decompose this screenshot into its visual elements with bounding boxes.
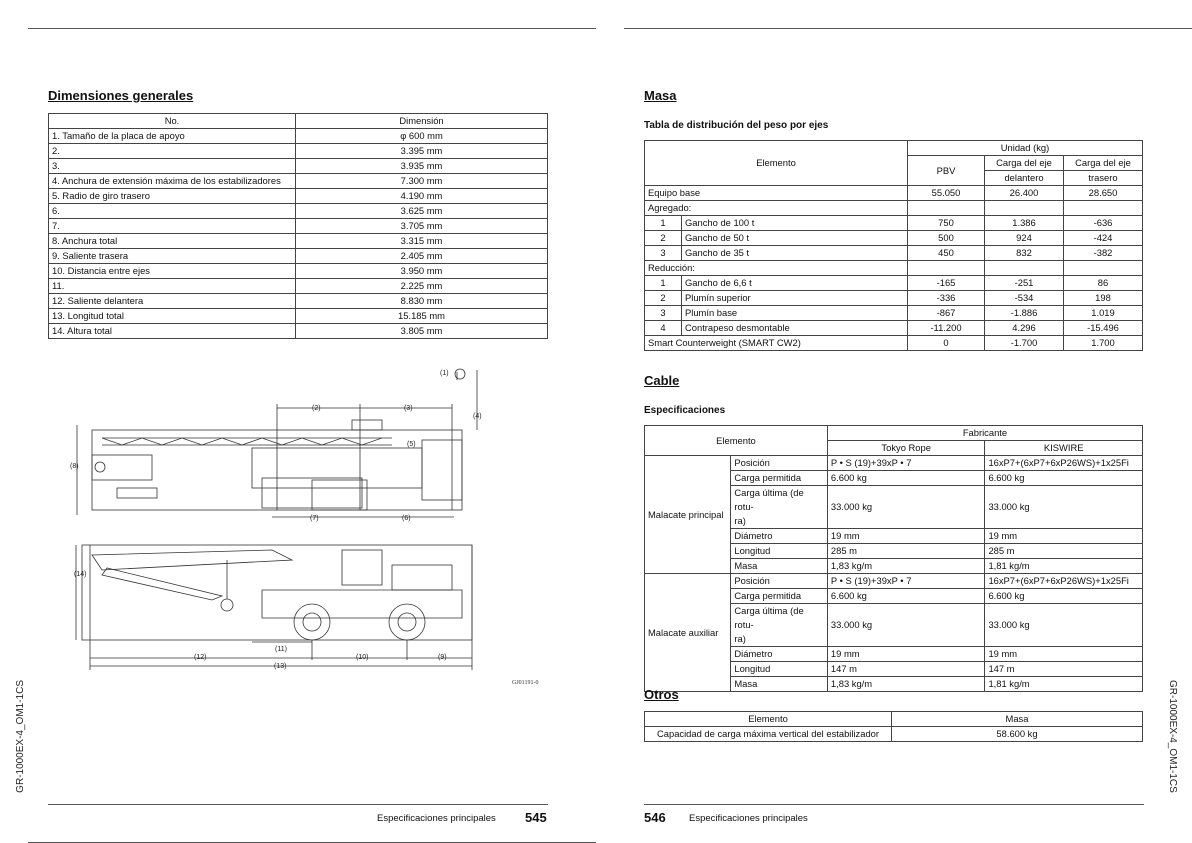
cell-label-line2: ra)	[734, 515, 746, 526]
drawing-code: GJ01191-0	[512, 680, 539, 686]
cell-tokyo-rope: 147 m	[827, 662, 985, 677]
table-row	[49, 144, 548, 159]
cell-rear: -15.496	[1064, 321, 1143, 336]
table-row	[645, 276, 1143, 291]
col-header-rear-1: Carga del eje	[1064, 156, 1143, 171]
dim-label-11: (11)	[275, 646, 287, 653]
crane-dimension-drawing	[62, 360, 502, 675]
cell-no: 1. Tamaño de la placa de apoyo	[49, 129, 296, 144]
cell-label: Equipo base	[645, 186, 908, 201]
cable-spec-table	[644, 425, 1143, 692]
cell-no: 8. Anchura total	[49, 234, 296, 249]
col-header-front-2: delantero	[985, 171, 1064, 186]
cell-pbv: -867	[908, 306, 985, 321]
cell-index: 3	[645, 306, 682, 321]
col-header-masa: Masa	[892, 712, 1143, 727]
col-header-rear-2: trasero	[1064, 171, 1143, 186]
cell-kiswire: 19 mm	[985, 529, 1143, 544]
cell-label: Longitud	[731, 544, 828, 559]
table-row-smart-counterweight	[645, 336, 1143, 351]
footer-rule	[644, 804, 1144, 805]
cell-kiswire: 19 mm	[985, 647, 1143, 662]
cell-tokyo-rope: 6.600 kg	[827, 589, 985, 604]
cell-dimension: 7.300 mm	[296, 174, 548, 189]
cell-label: Smart Counterweight (SMART CW2)	[645, 336, 908, 351]
table-row	[645, 231, 1143, 246]
cell-tokyo-rope: 33.000 kg	[827, 486, 985, 529]
cell-label: Gancho de 100 t	[682, 216, 908, 231]
cell-rear: 28.650	[1064, 186, 1143, 201]
col-header-front-1: Carga del eje	[985, 156, 1064, 171]
cell-tokyo-rope: P • S (19)+39xP • 7	[827, 456, 985, 471]
cell-rear: -636	[1064, 216, 1143, 231]
cell-no: 9. Saliente trasera	[49, 249, 296, 264]
col-header-fabricante: Fabricante	[827, 426, 1142, 441]
cell-index: 1	[645, 276, 682, 291]
cell-kiswire: 6.600 kg	[985, 471, 1143, 486]
section-row-reduccion	[645, 261, 1143, 276]
cell-tokyo-rope: 19 mm	[827, 529, 985, 544]
cell-label: Contrapeso desmontable	[682, 321, 908, 336]
table-row-equipo-base	[645, 186, 1143, 201]
table-header-row	[49, 114, 548, 129]
table-row	[645, 306, 1143, 321]
dim-label-6: (6)	[402, 515, 411, 522]
cell-no: 2.	[49, 144, 296, 159]
cell-tokyo-rope: 19 mm	[827, 647, 985, 662]
cell-no: 13. Longitud total	[49, 309, 296, 324]
table-row	[49, 159, 548, 174]
cell-kiswire: 1,81 kg/m	[985, 559, 1143, 574]
col-header-dimension: Dimensión	[296, 114, 548, 129]
dim-label-10: (10)	[356, 654, 369, 661]
cell-pbv: -11.200	[908, 321, 985, 336]
col-header-kiswire: KISWIRE	[985, 441, 1143, 456]
cell-label: Plumín superior	[682, 291, 908, 306]
dim-label-4: (4)	[473, 413, 482, 420]
cell-dimension: 2.405 mm	[296, 249, 548, 264]
cell-no: 5. Radio de giro trasero	[49, 189, 296, 204]
weight-distribution-table	[644, 140, 1143, 351]
cell-kiswire: 33.000 kg	[985, 486, 1143, 529]
cell-kiswire: 16xP7+(6xP7+6xP26WS)+1x25Fi	[985, 574, 1143, 589]
cell-label: Posición	[731, 574, 828, 589]
cell-dimension: 8.830 mm	[296, 294, 548, 309]
cell-front: -251	[985, 276, 1064, 291]
cell-front: 4.296	[985, 321, 1064, 336]
cell-tokyo-rope: P • S (19)+39xP • 7	[827, 574, 985, 589]
table-row	[49, 219, 548, 234]
dim-label-3: (3)	[404, 405, 413, 412]
table-row	[49, 294, 548, 309]
cell-dimension: 3.805 mm	[296, 324, 548, 339]
cell-dimension: 3.935 mm	[296, 159, 548, 174]
footer-rule	[48, 804, 548, 805]
cell-no: 12. Saliente delantera	[49, 294, 296, 309]
cell-rear: 1.019	[1064, 306, 1143, 321]
table-row	[645, 291, 1143, 306]
cell-no: 11.	[49, 279, 296, 294]
cell-dimension: 15.185 mm	[296, 309, 548, 324]
dim-label-5: (5)	[407, 441, 416, 448]
page-number: 546	[644, 810, 666, 825]
cell-dimension: φ 600 mm	[296, 129, 548, 144]
top-rule	[28, 28, 596, 29]
table-row	[49, 279, 548, 294]
footer-text: Especificaciones principales	[377, 813, 496, 824]
cell-pbv: 55.050	[908, 186, 985, 201]
cell-front: -1.886	[985, 306, 1064, 321]
cell-no: 6.	[49, 204, 296, 219]
cell-tokyo-rope: 285 m	[827, 544, 985, 559]
table-row	[645, 216, 1143, 231]
section-title-masa: Masa	[644, 88, 677, 103]
table-row	[645, 456, 1143, 471]
cell-index: 2	[645, 291, 682, 306]
cell-pbv: 500	[908, 231, 985, 246]
cell-label: Gancho de 6,6 t	[682, 276, 908, 291]
cell-dimension: 3.315 mm	[296, 234, 548, 249]
cell-dimension: 3.705 mm	[296, 219, 548, 234]
table-row	[49, 309, 548, 324]
cell-index: 2	[645, 231, 682, 246]
top-rule	[624, 28, 1192, 29]
cell-label: Diámetro	[731, 647, 828, 662]
dim-label-7: (7)	[310, 515, 319, 522]
cell-dimension: 3.950 mm	[296, 264, 548, 279]
dim-label-12: (12)	[194, 654, 207, 661]
cell-label	[731, 486, 828, 529]
cell-label: Gancho de 50 t	[682, 231, 908, 246]
right-page	[596, 0, 1192, 842]
cell-pbv: 0	[908, 336, 985, 351]
cell-rear: 1.700	[1064, 336, 1143, 351]
cell-label: Diámetro	[731, 529, 828, 544]
cell-label: Carga permitida	[731, 471, 828, 486]
table-row	[645, 727, 1143, 742]
cell-label: Longitud	[731, 662, 828, 677]
table-row	[645, 574, 1143, 589]
cell-kiswire: 1,81 kg/m	[985, 677, 1143, 692]
cell-masa: 58.600 kg	[892, 727, 1143, 742]
table-row	[49, 204, 548, 219]
cell-label-line2: ra)	[734, 633, 746, 644]
cell-label: Posición	[731, 456, 828, 471]
cell-no: 10. Distancia entre ejes	[49, 264, 296, 279]
cell-group-name: Malacate principal	[645, 456, 731, 574]
dim-label-13: (13)	[274, 663, 287, 670]
col-header-no: No.	[49, 114, 296, 129]
table-row	[645, 321, 1143, 336]
table-row	[49, 264, 548, 279]
cell-label-line1: Carga última (de rotu-	[734, 605, 804, 630]
col-header-elemento: Elemento	[645, 141, 908, 186]
cell-rear: 198	[1064, 291, 1143, 306]
cell-kiswire: 16xP7+(6xP7+6xP26WS)+1x25Fi	[985, 456, 1143, 471]
col-header-elemento: Elemento	[645, 712, 892, 727]
cell-front: 924	[985, 231, 1064, 246]
col-header-pbv: PBV	[908, 156, 985, 186]
table-row	[49, 174, 548, 189]
cell-front: 832	[985, 246, 1064, 261]
cell-kiswire: 285 m	[985, 544, 1143, 559]
cell-kiswire: 33.000 kg	[985, 604, 1143, 647]
cell-no: 4. Anchura de extensión máxima de los estabilizadores	[49, 174, 296, 189]
cell-dimension: 4.190 mm	[296, 189, 548, 204]
cell-front: 26.400	[985, 186, 1064, 201]
cell-tokyo-rope: 1,83 kg/m	[827, 677, 985, 692]
dim-label-1: (1)	[440, 370, 449, 377]
cell-dimension: 2.225 mm	[296, 279, 548, 294]
dim-label-2: (2)	[312, 405, 321, 412]
section-title-otros: Otros	[644, 687, 679, 702]
cell-pbv: -165	[908, 276, 985, 291]
cell-no: 7.	[49, 219, 296, 234]
cell-kiswire: 147 m	[985, 662, 1143, 677]
dimensions-table	[48, 113, 548, 339]
table-row	[49, 234, 548, 249]
cell-pbv: -336	[908, 291, 985, 306]
cell-label	[731, 604, 828, 647]
cell-dimension: 3.395 mm	[296, 144, 548, 159]
cell-front: 1.386	[985, 216, 1064, 231]
dim-label-8: (8)	[70, 463, 79, 470]
cell-label: Masa	[731, 559, 828, 574]
table-row	[49, 249, 548, 264]
cell-dimension: 3.625 mm	[296, 204, 548, 219]
cell-label: Plumín base	[682, 306, 908, 321]
section-title-cable: Cable	[644, 373, 680, 388]
side-view-outline	[82, 545, 472, 640]
col-header-elemento: Elemento	[645, 426, 828, 456]
cell-index: 4	[645, 321, 682, 336]
cell-label-line1: Carga última (de rotu-	[734, 487, 804, 512]
cell-label: Masa	[731, 677, 828, 692]
side-document-code: GR-1000EX-4_OM1-1CS	[15, 680, 26, 793]
side-document-code: GR-1000EX-4_OM1-1CS	[1167, 680, 1178, 793]
cell-rear: -382	[1064, 246, 1143, 261]
cell-label: Gancho de 35 t	[682, 246, 908, 261]
table-row	[49, 189, 548, 204]
cell-pbv: 750	[908, 216, 985, 231]
footer-text: Especificaciones principales	[689, 813, 808, 824]
cell-pbv: 450	[908, 246, 985, 261]
cell-no: 3.	[49, 159, 296, 174]
col-header-tokyo-rope: Tokyo Rope	[827, 441, 985, 456]
cell-rear: 86	[1064, 276, 1143, 291]
table-row	[49, 324, 548, 339]
col-header-unit: Unidad (kg)	[908, 141, 1143, 156]
page-number: 545	[525, 810, 547, 825]
cell-group-name: Malacate auxiliar	[645, 574, 731, 692]
cell-tokyo-rope: 6.600 kg	[827, 471, 985, 486]
cell-kiswire: 6.600 kg	[985, 589, 1143, 604]
dim-label-14: (14)	[74, 571, 87, 578]
cell-tokyo-rope: 33.000 kg	[827, 604, 985, 647]
cell-no: 14. Altura total	[49, 324, 296, 339]
cell-rear: -424	[1064, 231, 1143, 246]
cell-elemento: Capacidad de carga máxima vertical del estabilizador	[645, 727, 892, 742]
otros-table	[644, 711, 1143, 742]
cell-front: -1.700	[985, 336, 1064, 351]
subtitle-weight-distribution: Tabla de distribución del peso por ejes	[644, 120, 829, 131]
dim-label-9: (9)	[438, 654, 447, 661]
cell-label: Carga permitida	[731, 589, 828, 604]
cell-front: -534	[985, 291, 1064, 306]
left-page	[0, 0, 596, 842]
table-row	[49, 129, 548, 144]
section-label: Reducción:	[645, 261, 908, 276]
section-row-agregado	[645, 201, 1143, 216]
subtitle-especificaciones: Especificaciones	[644, 405, 726, 416]
cell-index: 1	[645, 216, 682, 231]
table-row	[645, 246, 1143, 261]
section-title-dimensiones: Dimensiones generales	[48, 88, 194, 103]
cell-index: 3	[645, 246, 682, 261]
section-label: Agregado:	[645, 201, 908, 216]
cell-tokyo-rope: 1,83 kg/m	[827, 559, 985, 574]
